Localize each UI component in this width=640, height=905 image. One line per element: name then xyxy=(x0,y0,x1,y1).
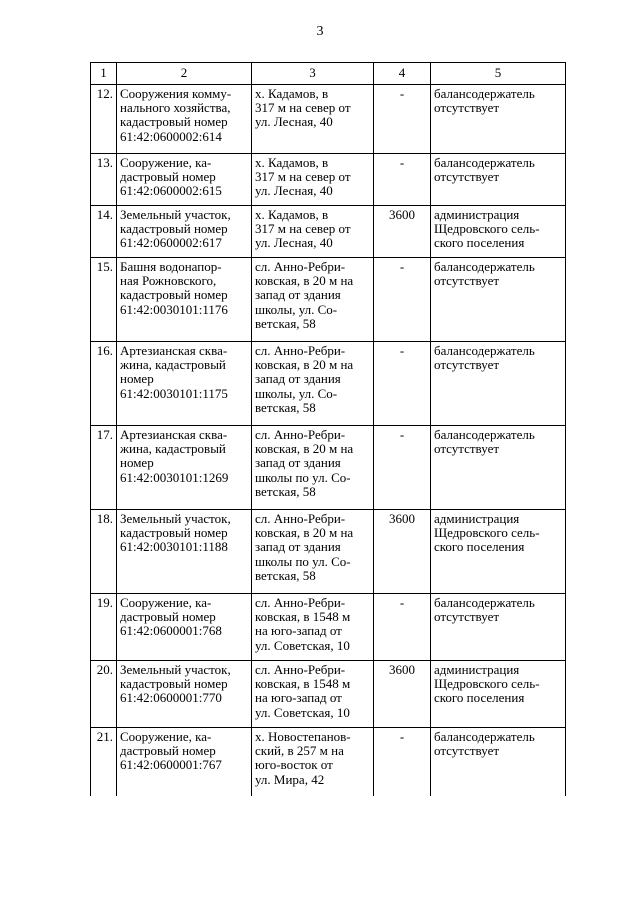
balance-holder: балансодержатель отсутствует xyxy=(431,594,566,661)
table-row xyxy=(91,342,566,426)
object-area: - xyxy=(374,426,431,510)
table-row xyxy=(91,206,566,258)
table-row xyxy=(91,728,566,796)
row-number: 13. xyxy=(91,154,117,206)
row-number: 14. xyxy=(91,206,117,258)
object-name: Башня водонапор- ная Рожновского, кадастровый номер 61:42:0030101:1176 xyxy=(117,258,252,342)
balance-holder: балансодержатель отсутствует xyxy=(431,154,566,206)
header-cell: 1 xyxy=(91,63,117,85)
balance-holder: балансодержатель отсутствует xyxy=(431,426,566,510)
object-address: сл. Анно-Ребри- ковская, в 20 м на запад от здания школы, ул. Со- ветская, 58 xyxy=(252,258,374,342)
table-row xyxy=(91,85,566,154)
object-area: - xyxy=(374,728,431,796)
row-number: 15. xyxy=(91,258,117,342)
object-area: - xyxy=(374,258,431,342)
object-name: Артезианская сква- жина, кадастровый номер 61:42:0030101:1269 xyxy=(117,426,252,510)
balance-holder: балансодержатель отсутствует xyxy=(431,258,566,342)
property-table xyxy=(90,62,566,796)
object-address: сл. Анно-Ребри- ковская, в 20 м на запад от здания школы по ул. Со- ветская, 58 xyxy=(252,510,374,594)
balance-holder: балансодержатель отсутствует xyxy=(431,342,566,426)
balance-holder: администрация Щедровского сель- ского поселения xyxy=(431,661,566,728)
object-address: х. Кадамов, в 317 м на север от ул. Лесная, 40 xyxy=(252,85,374,154)
balance-holder: администрация Щедровского сель- ского поселения xyxy=(431,510,566,594)
table-row xyxy=(91,258,566,342)
row-number: 12. xyxy=(91,85,117,154)
object-address: х. Кадамов, в 317 м на север от ул. Лесная, 40 xyxy=(252,154,374,206)
header-cell: 5 xyxy=(431,63,566,85)
object-area: 3600 xyxy=(374,510,431,594)
row-number: 21. xyxy=(91,728,117,796)
object-area: - xyxy=(374,342,431,426)
header-row xyxy=(91,63,566,85)
object-name: Артезианская сква- жина, кадастровый номер 61:42:0030101:1175 xyxy=(117,342,252,426)
object-name: Земельный участок, кадастровый номер 61:42:0600002:617 xyxy=(117,206,252,258)
table-row xyxy=(91,426,566,510)
balance-holder: администрация Щедровского сель- ского поселения xyxy=(431,206,566,258)
object-address: х. Новостепанов- ский, в 257 м на юго-восток от ул. Мира, 42 xyxy=(252,728,374,796)
row-number: 18. xyxy=(91,510,117,594)
object-name: Сооружение, ка- дастровый номер 61:42:0600002:615 xyxy=(117,154,252,206)
object-name: Земельный участок, кадастровый номер 61:42:0600001:770 xyxy=(117,661,252,728)
object-area: - xyxy=(374,154,431,206)
object-address: сл. Анно-Ребри- ковская, в 20 м на запад от здания школы, ул. Со- ветская, 58 xyxy=(252,342,374,426)
header-cell: 3 xyxy=(252,63,374,85)
balance-holder: балансодержатель отсутствует xyxy=(431,85,566,154)
object-address: сл. Анно-Ребри- ковская, в 1548 м на юго-запад от ул. Советская, 10 xyxy=(252,661,374,728)
object-address: сл. Анно-Ребри- ковская, в 20 м на запад от здания школы по ул. Со- ветская, 58 xyxy=(252,426,374,510)
object-name: Сооружения комму- нального хозяйства, кадастровый номер 61:42:0600002:614 xyxy=(117,85,252,154)
object-name: Сооружение, ка- дастровый номер 61:42:0600001:767 xyxy=(117,728,252,796)
table-row xyxy=(91,594,566,661)
balance-holder: балансодержатель отсутствует xyxy=(431,728,566,796)
table-row xyxy=(91,510,566,594)
row-number: 19. xyxy=(91,594,117,661)
table-row xyxy=(91,154,566,206)
row-number: 16. xyxy=(91,342,117,426)
header-cell: 4 xyxy=(374,63,431,85)
object-area: 3600 xyxy=(374,661,431,728)
row-number: 17. xyxy=(91,426,117,510)
object-name: Сооружение, ка- дастровый номер 61:42:0600001:768 xyxy=(117,594,252,661)
object-area: - xyxy=(374,85,431,154)
object-address: х. Кадамов, в 317 м на север от ул. Лесная, 40 xyxy=(252,206,374,258)
object-area: - xyxy=(374,594,431,661)
header-cell: 2 xyxy=(117,63,252,85)
object-area: 3600 xyxy=(374,206,431,258)
page-number: 3 xyxy=(316,24,324,39)
table-row xyxy=(91,661,566,728)
row-number: 20. xyxy=(91,661,117,728)
object-name: Земельный участок, кадастровый номер 61:42:0030101:1188 xyxy=(117,510,252,594)
object-address: сл. Анно-Ребри- ковская, в 1548 м на юго-запад от ул. Советская, 10 xyxy=(252,594,374,661)
